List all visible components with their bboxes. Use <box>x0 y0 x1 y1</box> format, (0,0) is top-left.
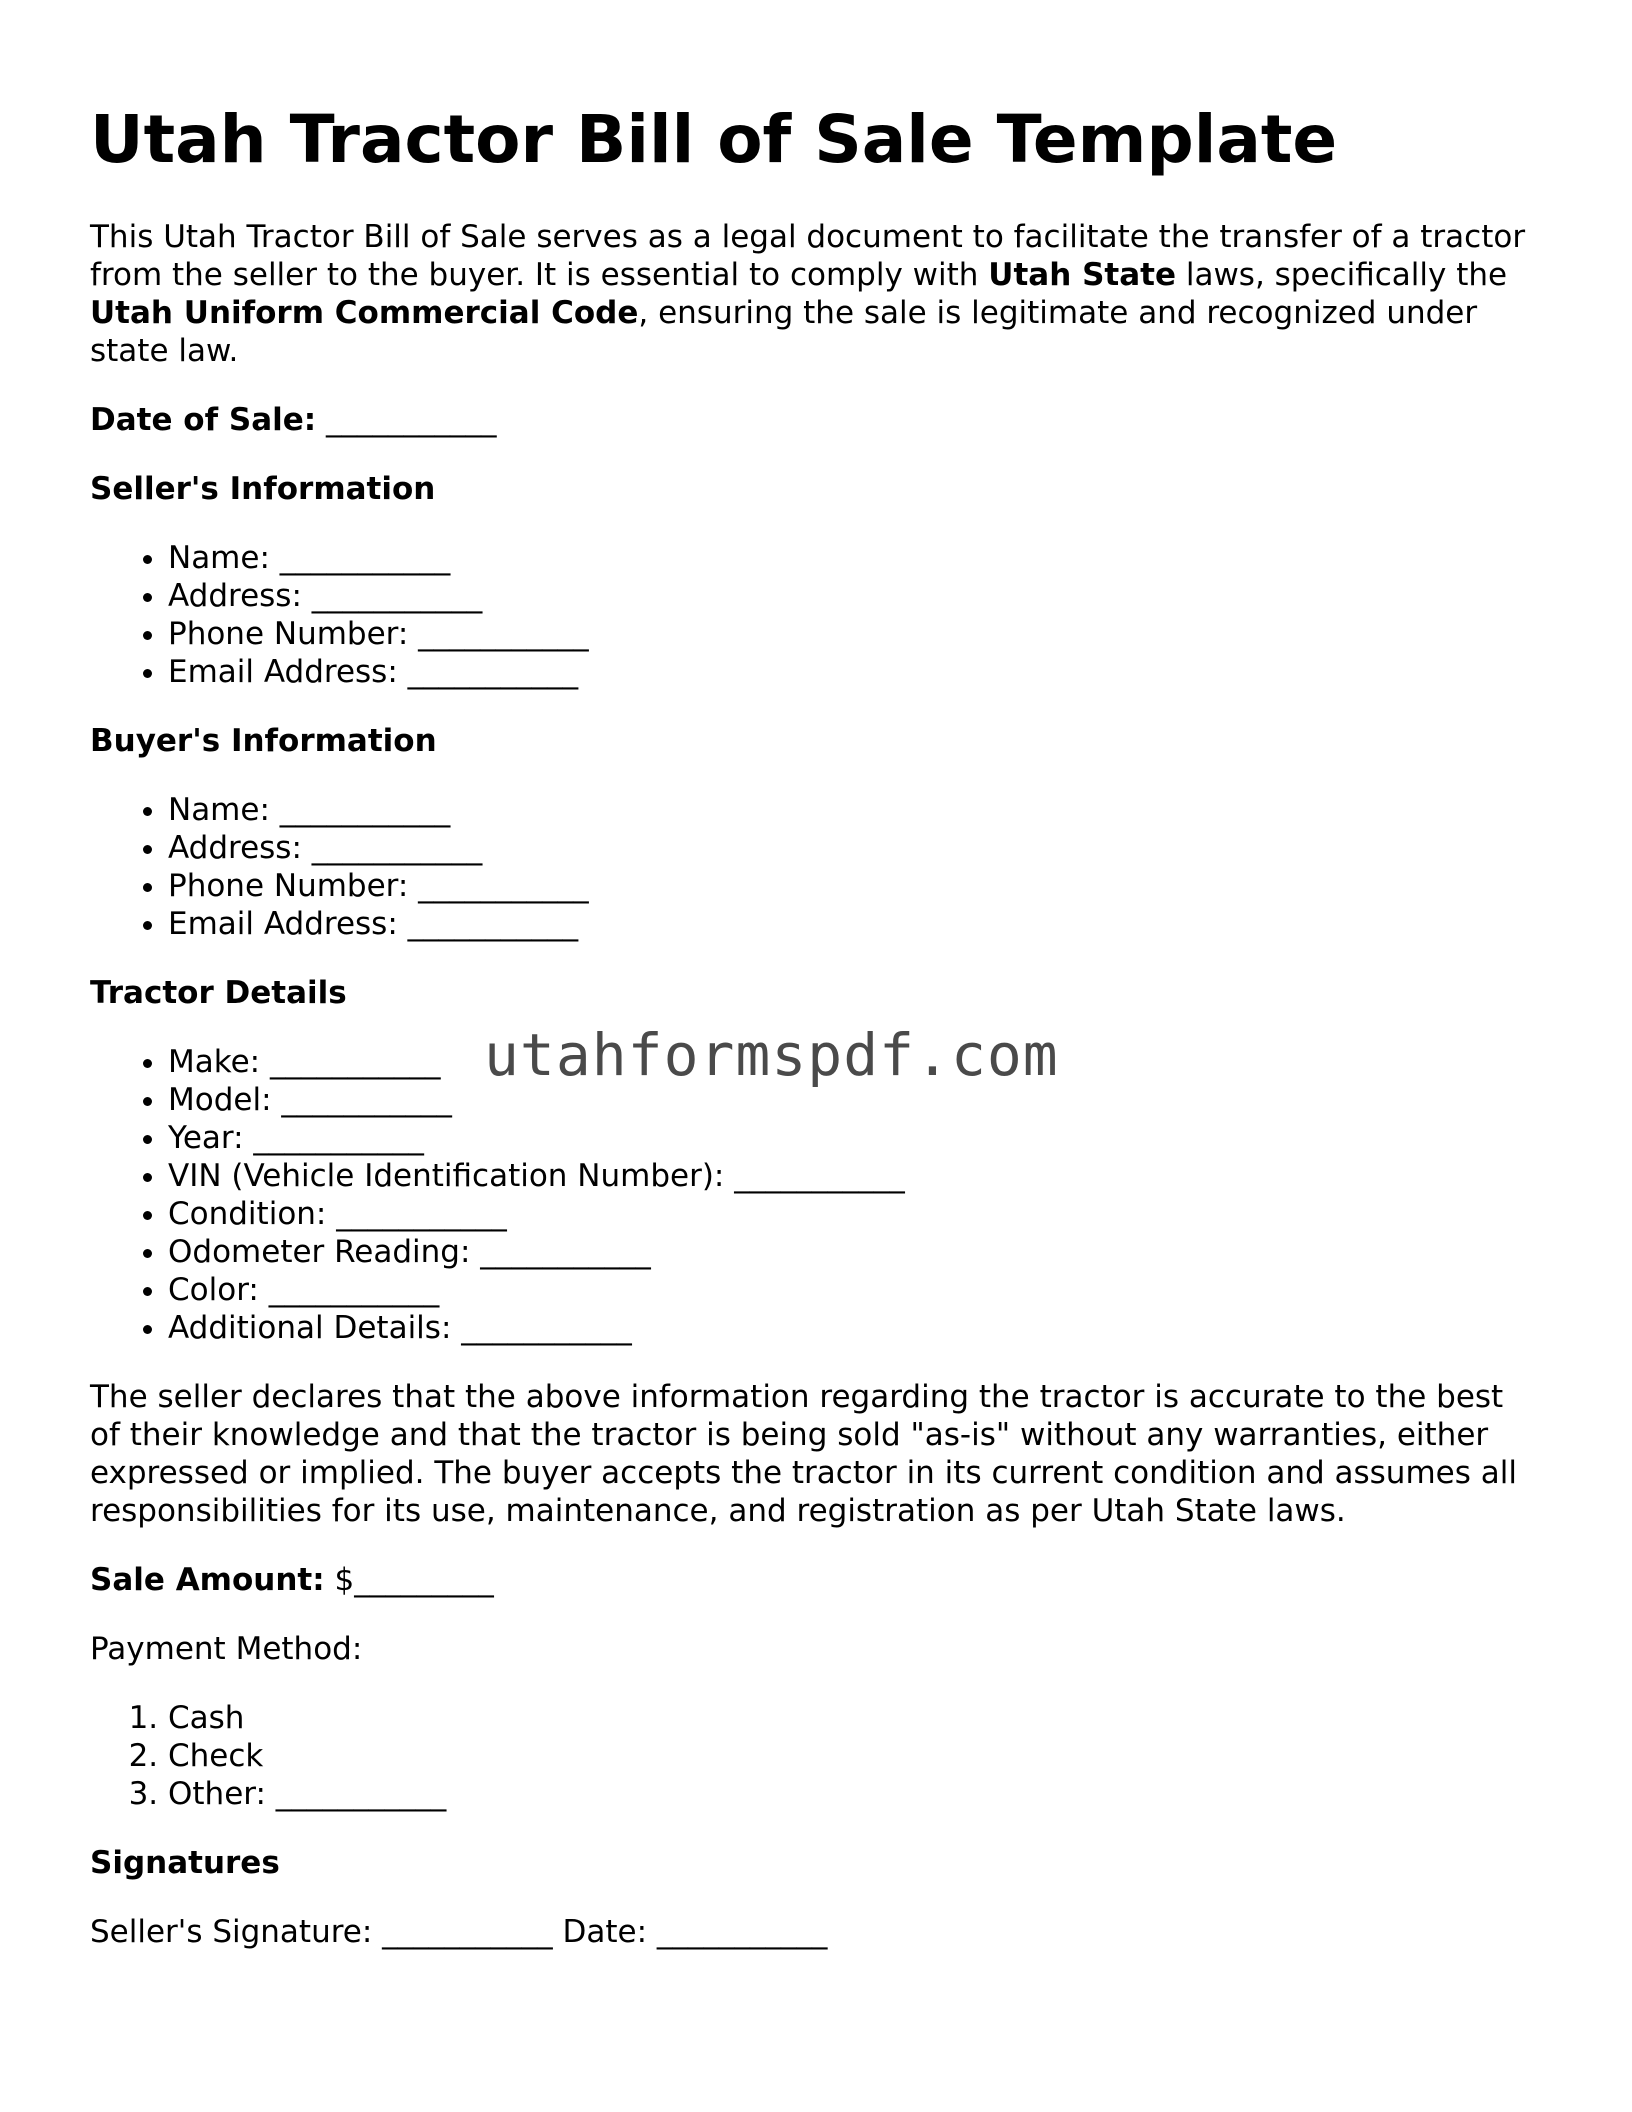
seller-address-item: • Address: ___________ <box>168 577 1530 615</box>
sale-amount-field <box>90 1561 1530 1599</box>
seller-signature-line: Seller's Signature: ___________ Date: ___________ <box>90 1914 828 1950</box>
buyer-phone-item: • Phone Number: ___________ <box>168 867 1530 905</box>
seller-heading: Seller's Information <box>90 471 436 507</box>
tractor-year-item: • Year: ___________ <box>168 1119 1530 1157</box>
sale-amount-label: Sale Amount: <box>90 1562 325 1598</box>
buyer-email-item: • Email Address: ___________ <box>168 905 1530 943</box>
tractor-model-item: • Model: ___________ <box>168 1081 1530 1119</box>
tractor-additional-item: • Additional Details: ___________ <box>168 1309 1530 1347</box>
buyer-list <box>90 791 1530 943</box>
tractor-heading: Tractor Details <box>90 975 347 1011</box>
tractor-color-item: • Color: ___________ <box>168 1271 1530 1309</box>
seller-list <box>90 539 1530 691</box>
intro-bold-code: Utah Uniform Commercial Code <box>90 295 639 331</box>
intro-paragraph <box>90 218 1530 370</box>
seller-email-item: • Email Address: ___________ <box>168 653 1530 691</box>
tractor-vin-item: • VIN (Vehicle Identification Number): ___________ <box>168 1157 1530 1195</box>
seller-name-item: • Name: ___________ <box>168 539 1530 577</box>
payment-options-list <box>90 1699 1530 1813</box>
payment-option-check: 2. Check <box>168 1737 1530 1775</box>
date-of-sale-field <box>90 401 1530 439</box>
buyer-name-item: • Name: ___________ <box>168 791 1530 829</box>
payment-option-other: 3. Other: ___________ <box>168 1775 1530 1813</box>
buyer-address-item: • Address: ___________ <box>168 829 1530 867</box>
date-of-sale-label: Date of Sale: <box>90 402 317 438</box>
tractor-make-item: • Make: ___________ <box>168 1043 1530 1081</box>
watermark: utahformspdf.com <box>484 1021 1059 1089</box>
intro-text-2: laws, specifically the <box>1175 257 1508 293</box>
tractor-odometer-item: • Odometer Reading: ___________ <box>168 1233 1530 1271</box>
date-of-sale-blank: ___________ <box>316 402 497 438</box>
sale-amount-blank: $_________ <box>324 1562 494 1598</box>
payment-option-cash: 1. Cash <box>168 1699 1530 1737</box>
seller-phone-item: • Phone Number: ___________ <box>168 615 1530 653</box>
declaration-paragraph: The seller declares that the above information regarding the tractor is accurate to the best of their knowledge and that the tractor is being sold "as-is" without any warranties, either expressed or implied. The buyer accepts the tractor in its current condition and assumes all responsibilities for its use, maintenance, and registration as per Utah State laws. <box>90 1379 1517 1529</box>
page-title: Utah Tractor Bill of Sale Template <box>90 101 1338 178</box>
tractor-condition-item: • Condition: ___________ <box>168 1195 1530 1233</box>
payment-method-label: Payment Method: <box>90 1631 363 1667</box>
buyer-heading: Buyer's Information <box>90 723 437 759</box>
intro-text-1: This Utah Tractor Bill of Sale serves as a legal document to facilitate the transfer of a tractor from the seller to the buyer. It is essential to comply with <box>90 219 1526 293</box>
intro-bold-state: Utah State <box>988 257 1176 293</box>
intro-text-3: , ensuring the sale is legitimate and recognized under state law. <box>90 295 1478 369</box>
signatures-heading: Signatures <box>90 1845 280 1881</box>
